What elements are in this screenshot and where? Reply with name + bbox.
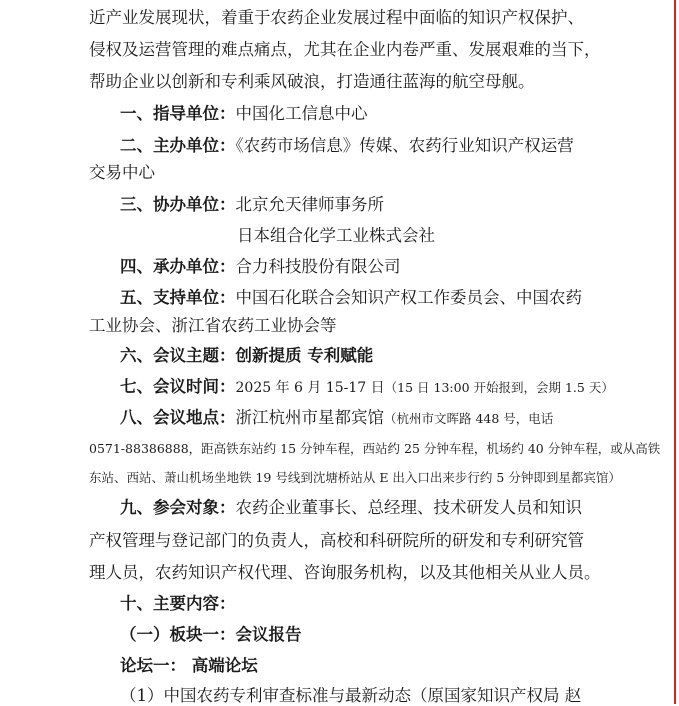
forum1-heading: 论坛一： 高端论坛 (120, 656, 258, 675)
support-value: 中国石化联合会知识产权工作委员会、中国农药 (235, 288, 582, 307)
co-row (120, 195, 384, 215)
intro-line-1: 近产业发展现状，着重于农药企业发展过程中面临的知识产权保护、 (89, 8, 584, 27)
intro-line-3: 帮助企业以创新和专利乘风破浪，打造通往蓝海的航空母舰。 (89, 72, 535, 91)
content-heading: 十、主要内容： (120, 594, 236, 613)
theme-label: 六、会议主题： (120, 346, 236, 365)
host-row (120, 136, 574, 156)
host-value: 《农药市场信息》传媒、农药行业知识产权运营 (235, 136, 574, 155)
undertake-row (120, 257, 401, 277)
participants-continuation-1: 产权管理与登记部门的负责人，高校和科研院所的研发和专利研究管 (89, 531, 584, 550)
co-value-1: 北京允天律师事务所 (235, 195, 384, 214)
participants-row (120, 498, 582, 518)
time-row (120, 377, 614, 398)
place-value: 浙江杭州市星都宾馆 (235, 408, 384, 427)
co-label: 三、协办单位： (120, 195, 236, 214)
co-value-2: 日本组合化学工业株式会社 (237, 226, 435, 245)
time-label: 七、会议时间： (120, 377, 236, 396)
participants-value: 农药企业董事长、总经理、技术研发人员和知识 (235, 498, 582, 517)
undertake-label: 四、承办单位： (120, 257, 236, 276)
host-continuation: 交易中心 (89, 163, 155, 182)
place-note-2: 0571-88386888，距高铁东站约 15 分钟车程，西站约 25 分钟车程，机场约 40 分钟车程，或从高铁 (89, 441, 661, 456)
guide-value: 中国化工信息中心 (235, 104, 368, 123)
talk1-item: （1）中国农药专利审查标准与最新动态（原国家知识产权局 赵 (120, 686, 582, 705)
intro-line-2: 侵权及运营管理的难点痛点，尤其在企业内卷严重、发展艰难的当下， (89, 40, 601, 59)
time-note: （15 日 13:00 开始报到，会期 1.5 天） (384, 380, 614, 395)
place-note-3: 东站、西站、萧山机场坐地铁 19 号线到沈塘桥站从 E 出入口出来步行约 5 分钟即到星都宾馆） (89, 470, 621, 485)
participants-label: 九、参会对象： (120, 498, 236, 517)
support-continuation: 工业协会、浙江省农药工业协会等 (89, 316, 337, 335)
support-label: 五、支持单位： (120, 288, 236, 307)
host-label: 二、主办单位： (120, 136, 236, 155)
guide-label: 一、指导单位： (120, 104, 236, 123)
theme-row (120, 346, 373, 366)
page-right-border (674, 0, 676, 704)
participants-continuation-2: 理人员，农药知识产权代理、咨询服务机构，以及其他相关从业人员。 (89, 563, 601, 582)
block1-heading: （一）板块一：会议报告 (120, 625, 302, 644)
guide-row (120, 104, 368, 124)
place-label: 八、会议地点： (120, 408, 236, 427)
theme-value: 创新提质 专利赋能 (235, 346, 374, 365)
undertake-value: 合力科技股份有限公司 (235, 257, 401, 276)
time-value: 2025 年 6 月 15-17 日 (235, 380, 385, 396)
place-note-1: （杭州市文晖路 448 号，电话 (384, 411, 554, 426)
support-row (120, 288, 582, 308)
place-row (120, 408, 553, 429)
